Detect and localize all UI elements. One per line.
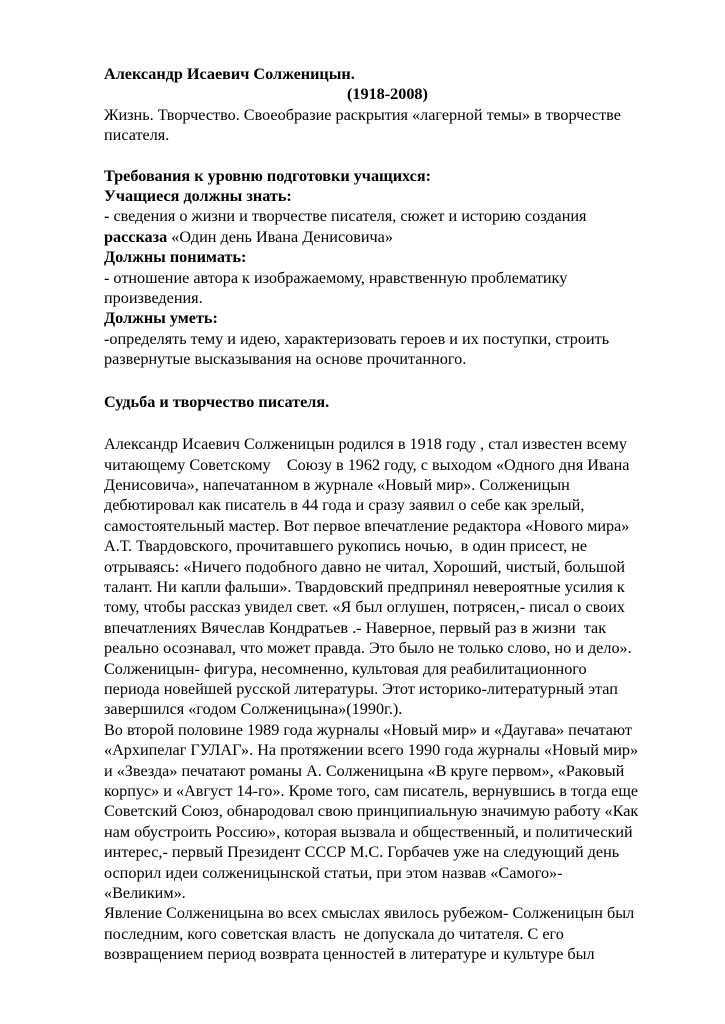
body-line: оспорил идеи солженицынской статьи, при этом назвав «Самого»-: [104, 863, 563, 882]
know-line: [104, 206, 659, 226]
know-line: [104, 227, 659, 247]
able-line: развернутые высказывания на основе прочитанного.: [104, 350, 467, 369]
story-label: рассказа: [104, 227, 168, 246]
body-line: «Архипелаг ГУЛАГ». На протяжении всего 1990 года журналы «Новый мир»: [104, 741, 639, 760]
able-text: определять тему и идею, характеризовать героев и их поступки, строить: [109, 329, 610, 348]
story-title: «Один день Ивана Денисовича»: [167, 227, 393, 246]
understand-line: произведения.: [104, 289, 203, 308]
body-line: Денисовича», напечатанном в журнале «Новый мир». Солженицын: [104, 475, 570, 494]
body-line: корпус» и «Август 14-го». Кроме того, сам писатель, вернувшись в тогда еще: [104, 782, 639, 800]
author-years: (1918-2008): [347, 85, 428, 104]
body-line: Александр Исаевич Солженицын родился в 1918 году , стал известен всему: [104, 435, 627, 454]
know-heading: Учащиеся должны знать:: [104, 187, 292, 206]
body-line: нам обустроить Россию», которая вызвала и общественный, и политический: [104, 822, 633, 841]
body-line: дебютировал как писатель в 44 года и сразу заявил о себе как зрелый,: [104, 496, 585, 515]
requirements-heading: Требования к уровню подготовки учащихся:: [104, 166, 431, 185]
know-text: сведения о жизни и творчестве писателя, сюжет и историю создания: [109, 207, 587, 226]
author-name-heading: Александр Исаевич Солженицын.: [104, 65, 355, 83]
body-line: последним, кого советская власть не допускала до читателя. С его: [104, 924, 564, 943]
body-line: периода новейшей русской литературы. Этот историко-литературный этап: [104, 679, 618, 698]
body-line: завершился «годом Солженицына»(1990г.).: [104, 700, 403, 719]
body-line: талант. Ни капли фальши». Твардовский предпринял невероятные усилия к: [104, 577, 625, 596]
body-line: «Великим».: [104, 884, 186, 903]
subtitle-line: писателя.: [104, 126, 170, 145]
able-dash: -: [104, 329, 110, 348]
understand-heading: Должны понимать:: [104, 248, 247, 267]
body-line: самостоятельный мастер. Вот первое впечатление редактора «Нового мира»: [104, 516, 630, 535]
body-line: Солженицын- фигура, несомненно, культовая для реабилитационного: [104, 659, 587, 678]
body-line: отрываясь: «Ничего подобного давно не читал, Хороший, чистый, большой: [104, 557, 626, 576]
body-line: А.Т. Твардовского, прочитавшего рукопись ночью, в один присест, не: [104, 537, 588, 556]
body-line: Явление Солженицына во всех смыслах явилось рубежом- Солженицын был: [104, 904, 635, 923]
understand-line: - отношение автора к изображаемому, нравственную проблематику: [104, 268, 568, 287]
subtitle-line: Жизнь. Творчество. Своеобразие раскрытия «лагерной темы» в творчестве: [104, 105, 621, 124]
body-line: тому, чтобы рассказ увидел свет. «Я был оглушен, потрясен,- писал о своих: [104, 598, 626, 617]
body-line: интерес,- первый Президент СССР М.С. Горбачев уже на следующий день: [104, 843, 620, 862]
section-heading: Судьба и творчество писателя.: [104, 392, 330, 411]
able-line: [104, 329, 659, 349]
body-line: и «Звезда» печатают романы А. Солженицына «В круге первом», «Раковый: [104, 761, 625, 780]
section-body: [104, 434, 659, 965]
body-line: возвращением период возврата ценностей в литературе и культуре был: [104, 945, 595, 964]
body-line: Во второй половине 1989 года журналы «Новый мир» и «Даугава» печатают: [104, 720, 632, 739]
able-heading: Должны уметь:: [104, 309, 218, 328]
body-line: читающему Советскому Союзу в 1962 году, с выходом «Одного дня Ивана: [104, 455, 630, 474]
body-line: Советский Союз, обнародовал свою принципиальную значимую работу «Как: [104, 802, 639, 821]
know-dash: -: [104, 207, 110, 226]
body-line: реально осознавал, что может правда. Это было не только слово, но и дело».: [104, 639, 632, 658]
body-line: впечатлениях Вячеслав Кондратьев .- Наверное, первый раз в жизни так: [104, 618, 607, 637]
